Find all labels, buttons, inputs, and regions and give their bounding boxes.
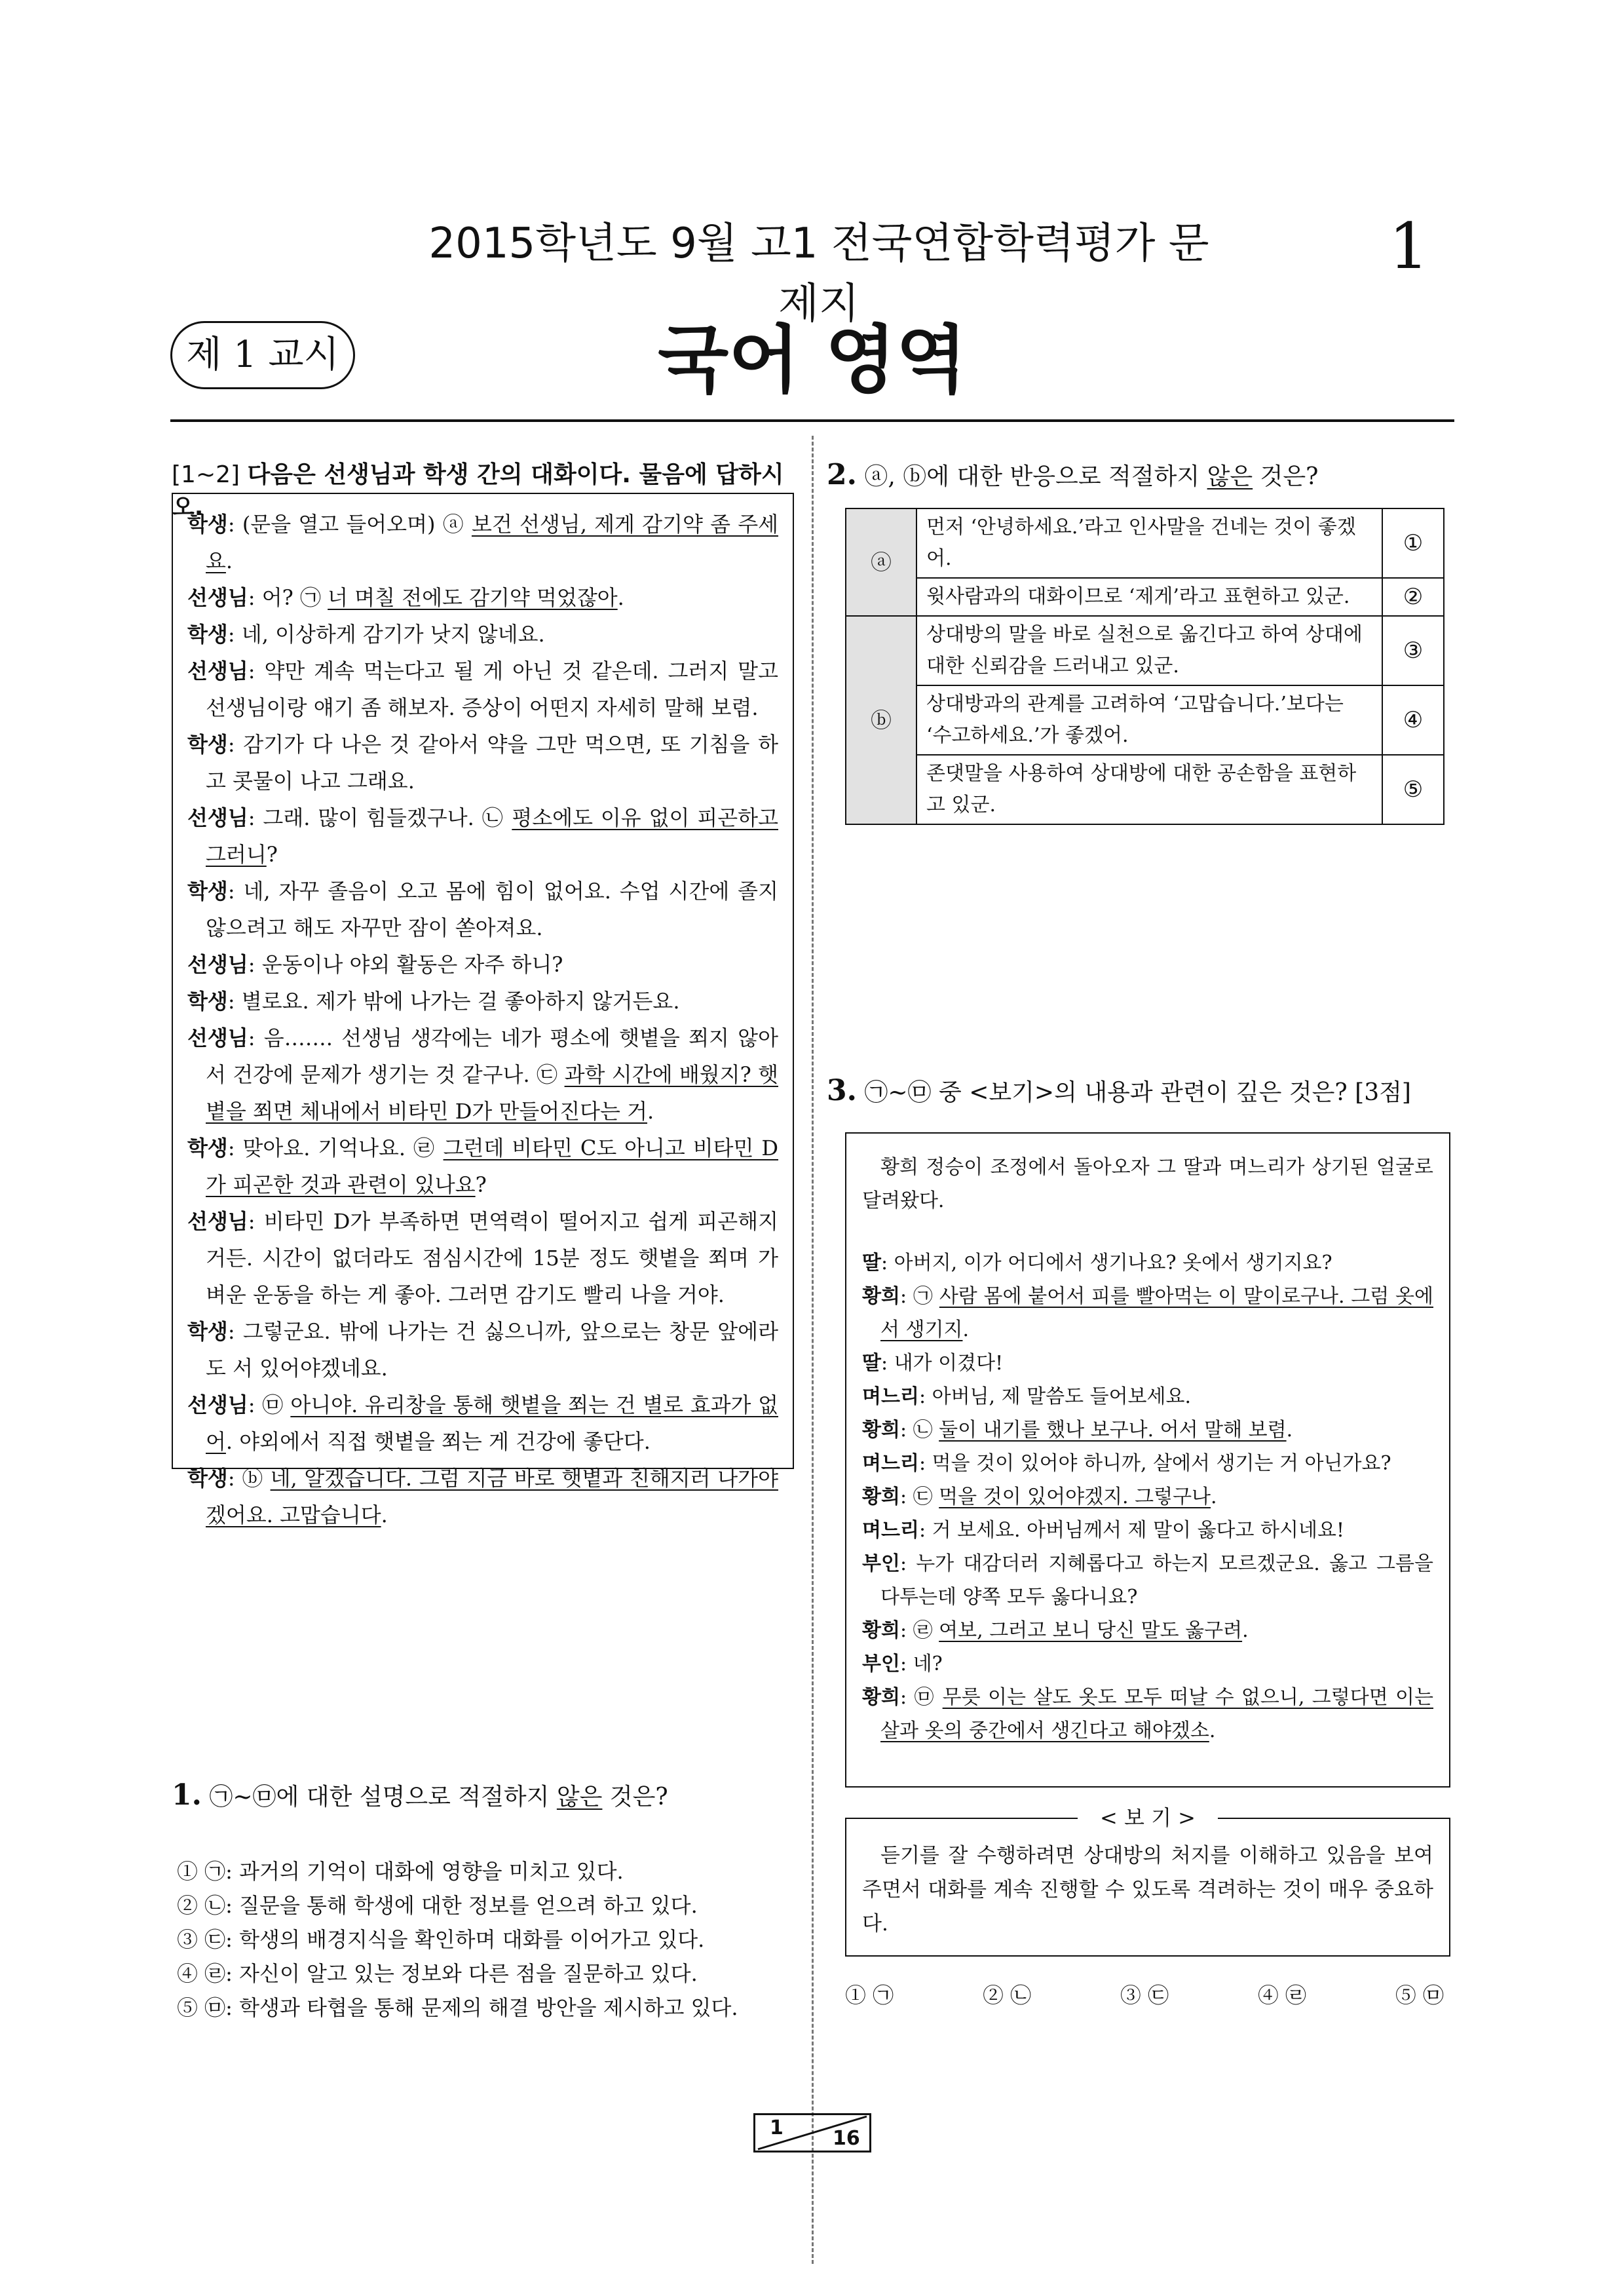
dialogue-speaker: 선생님 xyxy=(187,1392,248,1417)
story-speaker: 며느리 xyxy=(862,1452,919,1475)
dialogue-line xyxy=(187,1130,778,1203)
dialogue-line xyxy=(187,1313,778,1387)
exam-title: 2015학년도 9월 고1 전국연합학력평가 문제지 xyxy=(428,220,1209,328)
story-text: : ㉣ xyxy=(899,1619,939,1642)
dialogue-underlined-text: 과학 시간에 배웠지? 햇볕을 쬐면 체내에서 비타민 D가 만들어진다는 거 xyxy=(206,1062,778,1124)
dialogue-line xyxy=(187,946,778,983)
dialogue-underlined-text: 그런데 비타민 C도 아니고 비타민 D가 피곤한 것과 관련이 있나요 xyxy=(206,1136,779,1197)
dialogue-text: : 네, 이상하게 감기가 낫지 않네요. xyxy=(227,622,545,647)
section-instruction-text: 다음은 선생님과 학생 간의 대화이다. 물음에 답하시오. xyxy=(172,461,784,521)
q2-row-text: 상대방의 말을 바로 실천으로 옮긴다고 하여 상대에 대한 신뢰감을 드러내고 있군. xyxy=(916,616,1382,685)
story-line xyxy=(862,1647,1433,1681)
q1-question xyxy=(172,1779,801,1814)
story-text: : ㉠ xyxy=(899,1285,939,1308)
story-line xyxy=(862,1614,1433,1647)
dialogue-underlined-text: 평소에도 이유 없이 피곤하고 그러니 xyxy=(206,805,778,867)
q2-row-text: 상대방과의 관계를 고려하여 ‘고맙습니다.’보다는 ‘수고하세요.’가 좋겠어. xyxy=(916,685,1382,755)
q2-row xyxy=(846,508,1444,578)
dialogue-text: : 별로요. 제가 밖에 나가는 걸 좋아하지 않거든요. xyxy=(227,989,680,1014)
q2-text-pre: ⓐ, ⓑ에 대한 반응으로 적절하지 xyxy=(864,463,1207,490)
story-line xyxy=(862,1547,1433,1614)
dialogue-line xyxy=(187,873,778,946)
dialogue-text: : 어? ㉠ xyxy=(248,585,328,610)
dialogue-text: : ㉤ xyxy=(248,1392,291,1417)
story-line xyxy=(862,1514,1433,1547)
dialogue-speaker: 학생 xyxy=(187,1136,228,1160)
q2-row-text: 먼저 ‘안녕하세요.’라고 인사말을 건네는 것이 좋겠어. xyxy=(916,508,1382,578)
q2-row-number: ② xyxy=(1382,578,1444,616)
q1-text-emphasis: 않은 xyxy=(556,1784,603,1810)
story-speaker: 부인 xyxy=(862,1552,900,1575)
dialogue-text: : 그래. 많이 힘들겠구나. ㉡ xyxy=(248,805,512,830)
story-text: : 거 보세요. 아버님께서 제 말이 옳다고 하시네요! xyxy=(918,1519,1345,1542)
dialogue-line xyxy=(187,579,778,616)
q2-number: 2. xyxy=(827,458,857,491)
dialogue-text: : 비타민 D가 부족하면 면역력이 떨어지고 쉽게 피곤해지거든. 시간이 없더라도 점심시간에 15분 정도 햇볕을 쬐며 가벼운 운동을 하는 게 좋아. 그러면 감기도 빨리 나을 거야. xyxy=(206,1209,778,1307)
dialogue-text: : ⓑ xyxy=(227,1466,271,1491)
dialogue-text: : 약만 계속 먹는다고 될 게 아닌 것 같은데. 그러지 말고 선생님이랑 얘기 좀 해보자. 증상이 어떤지 자세히 말해 보렴. xyxy=(206,659,778,720)
dialogue-text-end: ? xyxy=(475,1172,487,1197)
story-text-end: . xyxy=(1209,1719,1216,1742)
period-badge: 제 1 교시 xyxy=(170,321,355,389)
story-speaker: 황희 xyxy=(862,1285,900,1308)
story-underlined-text: 여보, 그러고 보니 당신 말도 옳구려 xyxy=(939,1619,1243,1642)
q1-option: ③ ㉢: 학생의 배경지식을 확인하며 대화를 이어가고 있다. xyxy=(177,1927,705,1952)
bogi-box xyxy=(845,1818,1450,1957)
dialogue-passage xyxy=(172,493,794,1527)
story-speaker: 황희 xyxy=(862,1686,900,1709)
q2-row-number: ③ xyxy=(1382,616,1444,685)
q1-option: ① ㉠: 과거의 기억이 대화에 영향을 미치고 있다. xyxy=(177,1859,624,1884)
q2-text-emphasis: 않은 xyxy=(1207,463,1253,490)
q3-choices xyxy=(845,1979,1450,2009)
q1-number: 1. xyxy=(172,1778,202,1812)
q1-text-pre: ㉠~㉤에 대한 설명으로 적절하지 xyxy=(209,1784,557,1810)
story-line xyxy=(862,1347,1433,1380)
story-line xyxy=(862,1480,1433,1514)
story-text: : 아버지, 이가 어디에서 생기나요? 옷에서 생기지요? xyxy=(880,1252,1332,1274)
q2-row xyxy=(846,578,1444,616)
dialogue-speaker: 선생님 xyxy=(187,659,248,683)
dialogue-speaker: 학생 xyxy=(187,879,228,904)
dialogue-line xyxy=(187,983,778,1020)
story-text: : 네? xyxy=(899,1653,943,1675)
q2-row-number: ④ xyxy=(1382,685,1444,755)
dialogue-text: : 운동이나 야외 활동은 자주 하니? xyxy=(248,952,563,977)
q2-options-table xyxy=(845,508,1445,825)
footer-page-box xyxy=(753,2113,871,2152)
q3-story-intro: 황희 정승이 조정에서 돌아오자 그 딸과 며느리가 상기된 얼굴로 달려왔다. xyxy=(862,1156,1433,1212)
section-range: [1~2] xyxy=(172,461,240,488)
dialogue-line xyxy=(187,799,778,873)
subject-title: 국어 영역 xyxy=(658,318,967,403)
story-text: : 내가 이겼다! xyxy=(880,1352,1004,1375)
q3-text: ㉠~㉤ 중 <보기>의 내용과 관련이 깊은 것은? [3점] xyxy=(864,1079,1411,1106)
story-line xyxy=(862,1413,1433,1447)
dialogue-text-end: ? xyxy=(266,842,278,867)
dialogue-speaker: 선생님 xyxy=(187,952,248,977)
column-divider xyxy=(812,436,814,2264)
story-underlined-text: 무릇 이는 살도 옷도 모두 떠날 수 없으니, 그렇다면 이는 살과 옷의 중간에서 생긴다고 해야겠소 xyxy=(880,1686,1434,1742)
story-speaker: 딸 xyxy=(862,1252,881,1274)
story-speaker: 며느리 xyxy=(862,1385,919,1408)
story-speaker: 황희 xyxy=(862,1419,900,1442)
dialogue-speaker: 선생님 xyxy=(187,805,248,830)
dialogue-speaker: 학생 xyxy=(187,732,228,757)
dialogue-underlined-text: 아니야. 유리창을 통해 햇볕을 쬐는 건 별로 효과가 없어 xyxy=(206,1392,778,1454)
dialogue-speaker: 학생 xyxy=(187,1466,228,1491)
dialogue-lines xyxy=(187,506,778,1533)
story-speaker: 딸 xyxy=(862,1352,881,1375)
dialogue-line xyxy=(187,1460,778,1533)
story-text-end: . xyxy=(1242,1619,1249,1642)
dialogue-line xyxy=(187,506,778,579)
dialogue-line xyxy=(187,726,778,799)
dialogue-speaker: 학생 xyxy=(187,622,228,647)
dialogue-text: : (문을 열고 들어오며) ⓐ xyxy=(227,512,472,537)
dialogue-underlined-text: 네, 알겠습니다. 그럼 지금 바로 햇볕과 친해지러 나가야겠어요. 고맙습니다 xyxy=(206,1466,778,1527)
dialogue-speaker: 선생님 xyxy=(187,585,248,610)
dialogue-text-end: . xyxy=(381,1502,388,1527)
dialogue-line xyxy=(187,1020,778,1130)
q3-story-passage xyxy=(845,1132,1450,1788)
q2-row xyxy=(846,685,1444,755)
q3-choice: ⑤ ㉤ xyxy=(1395,1983,1444,2008)
story-speaker: 며느리 xyxy=(862,1519,919,1542)
bogi-label: < 보 기 > xyxy=(1078,1805,1218,1831)
q3-question xyxy=(827,1075,1456,1109)
story-speaker: 부인 xyxy=(862,1653,900,1675)
dialogue-line xyxy=(187,1203,778,1313)
q3-choice: ④ ㉣ xyxy=(1257,1983,1307,2008)
story-line xyxy=(862,1681,1433,1748)
story-underlined-text: 사람 몸에 붙어서 피를 빨아먹는 이 말이로구나. 그럼 옷에서 생기지 xyxy=(880,1285,1433,1341)
q2-row xyxy=(846,616,1444,685)
dialogue-text: : 맞아요. 기억나요. ㉣ xyxy=(227,1136,444,1160)
q2-text-post: 것은? xyxy=(1253,463,1319,490)
q2-row xyxy=(846,755,1444,824)
story-underlined-text: 먹을 것이 있어야겠지. 그렇구나 xyxy=(939,1485,1211,1508)
header-rule xyxy=(170,419,1454,422)
story-text: : 먹을 것이 있어야 하니까, 살에서 생기는 거 아닌가요? xyxy=(918,1452,1391,1475)
q3-number: 3. xyxy=(827,1074,857,1107)
q1-option: ⑤ ㉤: 학생과 타협을 통해 문제의 해결 방안을 제시하고 있다. xyxy=(177,1995,738,2020)
header-page-number: 1 xyxy=(1389,210,1429,283)
story-speaker: 황희 xyxy=(862,1619,900,1642)
dialogue-underlined-text: 너 며칠 전에도 감기약 먹었잖아 xyxy=(328,585,618,610)
story-text: : 누가 대감더러 지혜롭다고 하는지 모르겠군요. 옳고 그름을 다투는데 양쪽 모두 옳다니요? xyxy=(880,1552,1433,1609)
q2-row-number: ⑤ xyxy=(1382,755,1444,824)
q2-row-number: ① xyxy=(1382,508,1444,578)
dialogue-text: : 네, 자꾸 졸음이 오고 몸에 힘이 없어요. 수업 시간에 졸지 않으려고 해도 자꾸만 잠이 쏟아져요. xyxy=(206,879,778,940)
story-text-end: . xyxy=(1286,1419,1293,1442)
dialogue-line xyxy=(187,1387,778,1460)
story-text: : ㉡ xyxy=(899,1419,939,1442)
footer-total-pages: 16 xyxy=(833,2127,860,2150)
dialogue-text-end: . 야외에서 직접 햇볕을 쬐는 게 건강에 좋단다. xyxy=(225,1429,651,1454)
dialogue-line xyxy=(187,616,778,653)
story-text: : ㉢ xyxy=(899,1485,939,1508)
q1-text-post: 것은? xyxy=(602,1784,668,1810)
dialogue-text-end: . xyxy=(647,1099,654,1124)
story-line xyxy=(862,1246,1433,1280)
dialogue-speaker: 선생님 xyxy=(187,1025,248,1050)
footer-current-page: 1 xyxy=(770,2116,784,2139)
dialogue-text-end: . xyxy=(617,585,624,610)
dialogue-speaker: 학생 xyxy=(187,512,228,537)
story-speaker: 황희 xyxy=(862,1485,900,1508)
dialogue-underlined-text: 보건 선생님, 제게 감기약 좀 주세요 xyxy=(206,512,779,573)
story-line xyxy=(862,1380,1433,1413)
story-text: : 아버님, 제 말씀도 들어보세요. xyxy=(918,1385,1192,1408)
q1-option: ② ㉡: 질문을 통해 학생에 대한 정보를 얻으려 하고 있다. xyxy=(177,1893,698,1918)
dialogue-text: : 그렇군요. 밖에 나가는 건 싫으니까, 앞으로는 창문 앞에라도 서 있어야겠네요. xyxy=(206,1319,778,1381)
q3-choice: ② ㉡ xyxy=(982,1983,1032,2008)
q1-option: ④ ㉣: 자신이 알고 있는 정보와 다른 점을 질문하고 있다. xyxy=(177,1961,698,1986)
dialogue-speaker: 학생 xyxy=(187,1319,228,1344)
dialogue-text-end: . xyxy=(225,548,233,573)
dialogue-speaker: 학생 xyxy=(187,989,228,1014)
dialogue-line xyxy=(187,653,778,726)
q2-row-text: 윗사람과의 대화이므로 ‘제게’라고 표현하고 있군. xyxy=(916,578,1382,616)
story-line xyxy=(862,1280,1433,1347)
dialogue-speaker: 선생님 xyxy=(187,1209,248,1234)
story-text: : ㉤ xyxy=(899,1686,943,1709)
dialogue-text: : 감기가 다 나은 것 같아서 약을 그만 먹으면, 또 기침을 하고 콧물이 나고 그래요. xyxy=(206,732,778,794)
q2-row-text: 존댓말을 사용하여 상대방에 대한 공손함을 표현하고 있군. xyxy=(916,755,1382,824)
story-text-end: . xyxy=(962,1318,970,1341)
dialogue-text: : 음……. 선생님 생각에는 네가 평소에 햇볕을 쬐지 않아서 건강에 문제가 생기는 것 같구나. ㉢ xyxy=(206,1025,778,1087)
bogi-text: 듣기를 잘 수행하려면 상대방의 처지를 이해하고 있음을 보여주면서 대화를 계속 진행할 수 있도록 격려하는 것이 매우 중요하다. xyxy=(862,1844,1433,1936)
q2-group-b: ⓑ xyxy=(846,616,916,824)
q3-choice: ① ㉠ xyxy=(845,1983,894,2008)
story-underlined-text: 둘이 내기를 했나 보구나. 어서 말해 보렴 xyxy=(939,1419,1287,1442)
q1-options xyxy=(177,1854,793,2025)
story-text-end: . xyxy=(1211,1485,1217,1508)
q2-question xyxy=(827,459,1456,493)
q3-story-lines xyxy=(862,1246,1433,1748)
story-line xyxy=(862,1447,1433,1480)
q3-choice: ③ ㉢ xyxy=(1120,1983,1169,2008)
q2-group-a: ⓐ xyxy=(846,508,916,616)
story-spacer xyxy=(862,1217,1433,1246)
